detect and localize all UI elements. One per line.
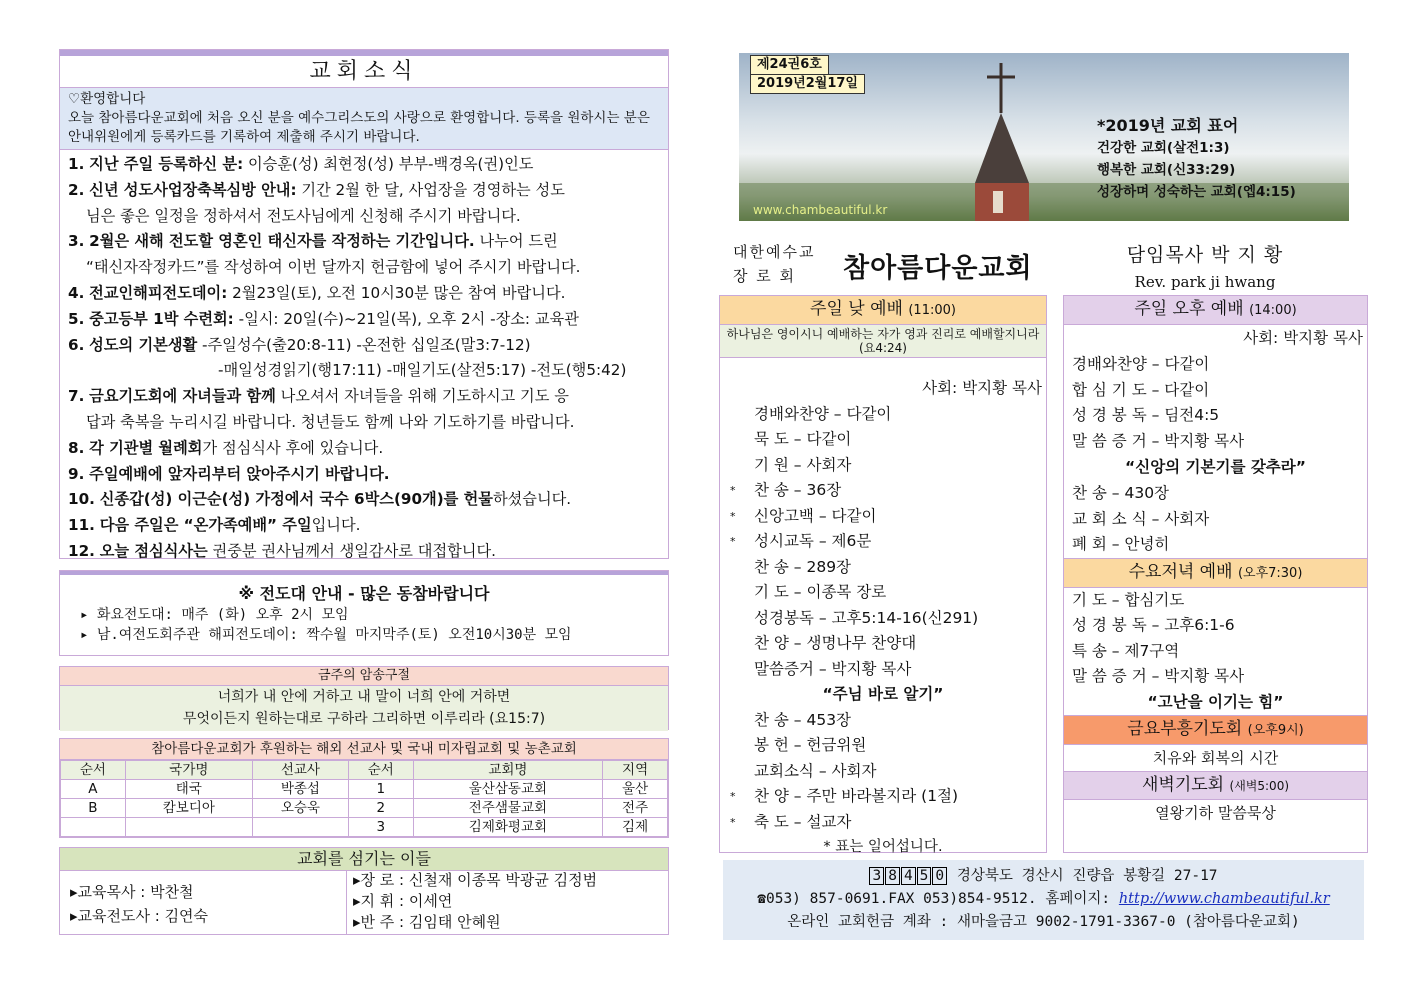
dawn-prayer-text: 열왕기하 말씀묵상 bbox=[1155, 804, 1276, 822]
order-item bbox=[720, 759, 1046, 785]
service-title: 새벽기도회 bbox=[1141, 775, 1225, 795]
news-item-text: 가 점심식사 후에 있습니다. bbox=[202, 438, 384, 457]
memory-verse-body bbox=[60, 686, 668, 731]
friday-prayer-text: 치유와 회복의 시간 bbox=[1152, 749, 1279, 767]
news-item-bold: 전교인해피전도데이: bbox=[89, 283, 228, 302]
zip-digit: 4 bbox=[901, 867, 916, 885]
news-item-number: 8. bbox=[68, 438, 85, 457]
server-item: ▸반 주 : 김임태 안혜원 bbox=[353, 913, 501, 931]
news-item bbox=[68, 384, 660, 410]
order-item-text: 교회소식 – 사회자 bbox=[754, 761, 877, 780]
servers-left bbox=[70, 880, 208, 928]
news-item-number: 12. bbox=[68, 541, 95, 560]
table-cell: 캄보디아 bbox=[125, 799, 252, 818]
order-item-text: 교 회 소 식 – 사회자 bbox=[1072, 509, 1210, 528]
servers-right bbox=[346, 870, 597, 934]
standing-mark: * bbox=[730, 484, 736, 497]
order-item-text: 성경봉독 – 고후5:14-16(신291) bbox=[754, 608, 979, 627]
table-cell bbox=[61, 818, 126, 837]
table-row bbox=[61, 799, 668, 818]
order-item-text: 말 씀 증 거 – 박지황 목사 bbox=[1072, 431, 1245, 450]
order-item bbox=[720, 606, 1046, 632]
news-item-bold: 성도의 기본생활 bbox=[89, 335, 198, 354]
zip-digit: 0 bbox=[932, 867, 947, 885]
website-url[interactable]: www.chambeautiful.kr bbox=[753, 203, 888, 217]
news-item-text: 권중분 권사님께서 생일감사로 대접합니다. bbox=[207, 541, 496, 560]
motto-title: *2019년 교회 표어 bbox=[1097, 116, 1239, 135]
order-item bbox=[1064, 664, 1367, 690]
wednesday-service-bar bbox=[1064, 558, 1367, 588]
order-item-text: 폐 회 – 안녕히 bbox=[1072, 535, 1170, 553]
order-item-text: 성 경 봉 독 – 딤전4:5 bbox=[1072, 406, 1220, 424]
order-item-text: 찬 양 – 주만 바라볼지라 (1절) bbox=[754, 787, 959, 805]
servers-box bbox=[59, 847, 669, 935]
news-item bbox=[68, 178, 660, 204]
table-row bbox=[61, 780, 668, 799]
volume-badge: 제24권6호 bbox=[750, 55, 829, 75]
church-contact-footer bbox=[723, 860, 1364, 940]
news-item-number: 2. bbox=[68, 180, 85, 199]
account-line: 온라인 교회헌금 계좌 : 새마을금고 9002-1791-3367-0 (참아름다운교회) bbox=[787, 914, 1300, 930]
service-time: (새벽5:00) bbox=[1229, 779, 1290, 793]
news-item-continued: 답과 축복을 누리시길 바랍니다. 청년들도 함께 나와 기도하기를 바랍니다. bbox=[86, 412, 575, 431]
order-item bbox=[720, 810, 1046, 836]
order-item-text: 경배와찬양 – 다같이 bbox=[1072, 355, 1210, 373]
news-item-bold: 중고등부 1박 수련회: bbox=[89, 309, 234, 328]
order-item bbox=[720, 504, 1046, 530]
news-item bbox=[68, 462, 660, 488]
service-title-bar bbox=[720, 296, 1046, 325]
news-item-number: 4. bbox=[68, 283, 85, 302]
order-item bbox=[720, 784, 1046, 810]
news-item bbox=[68, 307, 660, 333]
church-name-block bbox=[733, 240, 1053, 290]
order-item-text: 찬 송 – 453장 bbox=[754, 710, 852, 729]
order-item bbox=[720, 478, 1046, 504]
service-time: (14:00) bbox=[1249, 303, 1297, 318]
denomination bbox=[733, 240, 815, 288]
homepage-link[interactable]: http://www.chambeautiful.kr bbox=[1118, 891, 1330, 907]
standing-mark: * bbox=[730, 815, 736, 829]
column-header: 교회명 bbox=[413, 761, 603, 780]
standing-note: * 표는 일어섭니다. bbox=[823, 839, 943, 855]
order-list bbox=[1064, 352, 1367, 454]
table-cell: 박종섭 bbox=[252, 780, 348, 799]
order-item bbox=[720, 733, 1046, 759]
zip-code bbox=[869, 868, 948, 884]
news-item-continued: 님은 좋은 일정을 정하셔서 전도사님에게 신청해 주시기 바랍니다. bbox=[86, 206, 521, 225]
news-item-bold: 다음 주일은 “온가족예배” 주일 bbox=[99, 516, 312, 535]
server-item: ▸교육전도사 : 김연숙 bbox=[70, 907, 209, 925]
service-title: 금요부흥기도회 bbox=[1127, 719, 1243, 739]
news-item-text: 나오셔서 자녀들을 위해 기도하시고 기도 응 bbox=[275, 387, 569, 406]
sermon-title: “주님 바로 알기” bbox=[822, 685, 944, 703]
pastor-block bbox=[1080, 240, 1330, 291]
news-item-bold: 각 기관별 월례회 bbox=[89, 438, 203, 457]
service-title: 주일 낮 예배 bbox=[810, 299, 903, 319]
service-title-bar bbox=[1064, 296, 1367, 325]
standing-mark: * bbox=[730, 509, 736, 523]
table-cell: 전주 bbox=[603, 799, 668, 818]
verse-line: 무엇이든지 원하는대로 구하라 그리하면 이루리라 (요15:7) bbox=[182, 711, 546, 727]
order-item bbox=[720, 631, 1046, 657]
table-cell: 울산 bbox=[603, 780, 668, 799]
news-item bbox=[68, 333, 660, 359]
news-item-text: 기간 2월 한 달, 사업장을 경영하는 성도 bbox=[296, 180, 565, 199]
service-time: (11:00) bbox=[908, 303, 956, 318]
news-item bbox=[68, 281, 660, 307]
service-leader: 사회: 박지황 목사 bbox=[1243, 329, 1363, 347]
news-item-text: -일시: 20일(수)~21일(목), 오후 2시 -장소: 교육관 bbox=[233, 309, 579, 328]
evangelism-title: ※ 전도대 안내 - 많은 동참바랍니다 bbox=[238, 584, 490, 603]
table-header-row bbox=[61, 761, 668, 780]
table-cell: 오승욱 bbox=[252, 799, 348, 818]
news-item-bold: 주일예배에 앞자리부터 앉아주시기 바랍니다. bbox=[89, 464, 390, 483]
dawn-prayer-bar bbox=[1064, 771, 1367, 800]
order-list bbox=[720, 708, 1046, 836]
table-cell: 김제화평교회 bbox=[413, 818, 603, 837]
table-cell: 울산삼동교회 bbox=[413, 780, 603, 799]
sunday-morning-service bbox=[719, 295, 1047, 853]
news-item-bold: 지난 주일 등록하신 분: bbox=[89, 155, 244, 173]
evangelism-line: ▸ 화요전도대: 매주 (화) 오후 2시 모임 bbox=[80, 607, 349, 623]
order-item bbox=[720, 427, 1046, 453]
standing-mark: * bbox=[730, 790, 736, 803]
news-item bbox=[68, 539, 660, 565]
news-item-text: 나누어 드린 bbox=[474, 232, 558, 251]
news-item-text: -주일성수(출20:8-11) -온전한 십일조(말3:7-12) bbox=[197, 335, 531, 354]
memory-verse-title: 금주의 암송구절 bbox=[60, 667, 668, 686]
news-item-bold: 신년 성도사업장축복심방 안내: bbox=[89, 180, 297, 199]
order-list bbox=[1064, 588, 1367, 690]
order-of-service bbox=[1064, 325, 1367, 558]
order-item-text: 찬 송 – 430장 bbox=[1072, 484, 1170, 502]
news-item-number: 10. bbox=[68, 490, 95, 509]
server-item: ▸교육목사 : 박찬철 bbox=[70, 883, 194, 901]
news-item-number: 3. bbox=[68, 232, 85, 251]
news-item-number: 9. bbox=[68, 464, 85, 483]
news-item-continued: -매일성경읽기(행17:11) -매일기도(살전5:17) -전도(행5:42) bbox=[218, 361, 627, 380]
news-item bbox=[68, 229, 660, 255]
memory-verse-box bbox=[59, 666, 669, 730]
servers-title: 교회를 섬기는 이들 bbox=[60, 848, 668, 871]
order-item-text: 묵 도 – 다같이 bbox=[754, 430, 852, 448]
order-item-text: 찬 송 – 36장 bbox=[754, 481, 842, 499]
church-name: 참아름다운교회 bbox=[843, 253, 1033, 284]
table-cell: 2 bbox=[348, 799, 413, 818]
order-item bbox=[1064, 639, 1367, 665]
verse-line: 너희가 내 안에 거하고 내 말이 너희 안에 거하면 bbox=[217, 689, 511, 705]
table-cell: A bbox=[61, 780, 126, 799]
news-item-text: 2월23일(토), 오전 10시30분 많은 참여 바랍니다. bbox=[227, 283, 566, 302]
evangelism-box bbox=[59, 570, 669, 656]
order-item bbox=[720, 402, 1046, 428]
order-item-text: 합 심 기 도 – 다같이 bbox=[1072, 380, 1210, 399]
table-cell: 전주샘물교회 bbox=[413, 799, 603, 818]
news-item-continued: “태신자작정카드”를 작성하여 이번 달까지 헌금함에 넣어 주시기 바랍니다. bbox=[86, 258, 581, 277]
order-item bbox=[720, 580, 1046, 606]
service-leader: 사회: 박지황 목사 bbox=[922, 379, 1042, 397]
order-list bbox=[720, 402, 1046, 683]
denomination-line: 장 로 회 bbox=[733, 267, 797, 285]
order-item-text: 찬 송 – 289장 bbox=[754, 557, 852, 576]
table-body bbox=[61, 780, 668, 837]
pastor-name-korean: 담임목사 박 지 황 bbox=[1126, 244, 1284, 266]
order-item-text: 기 도 – 이종목 장로 bbox=[754, 583, 887, 601]
phone-fax: ☎053) 857-0691.FAX 053)854-9512. 홈페이지: bbox=[757, 891, 1119, 907]
sermon-title: “신앙의 기본기를 갖추라” bbox=[1125, 458, 1306, 476]
pastor-name-english: Rev. park ji hwang bbox=[1134, 273, 1276, 291]
mission-table bbox=[60, 760, 668, 837]
wednesday-order bbox=[1064, 588, 1367, 716]
order-item-text: 성 경 봉 독 – 고후6:1-6 bbox=[1072, 616, 1235, 634]
order-item-text: 경배와찬양 – 다같이 bbox=[754, 404, 892, 423]
order-item bbox=[1064, 507, 1367, 533]
order-item bbox=[720, 657, 1046, 683]
column-header: 국가명 bbox=[125, 761, 252, 780]
news-item-bold: 오늘 점심식사는 bbox=[99, 541, 208, 560]
news-item-text: 입니다. bbox=[311, 516, 361, 535]
order-item-text: 말씀증거 – 박지황 목사 bbox=[754, 659, 912, 678]
order-item-text: 신앙고백 – 다같이 bbox=[754, 506, 877, 525]
order-item-text: 특 송 – 제7구역 bbox=[1072, 641, 1180, 660]
service-time: (오후7:30) bbox=[1237, 565, 1303, 581]
order-item bbox=[1064, 352, 1367, 378]
table-cell bbox=[125, 818, 252, 837]
denomination-line: 대한예수교 bbox=[733, 243, 816, 261]
column-header: 선교사 bbox=[252, 761, 348, 780]
order-item bbox=[1064, 429, 1367, 455]
zip-digit: 5 bbox=[917, 867, 932, 885]
mission-title: 참아름다운교회가 후원하는 해외 선교사 및 국내 미자립교회 및 농촌교회 bbox=[60, 739, 668, 760]
table-cell bbox=[252, 818, 348, 837]
sermon-title: “고난을 이기는 힘” bbox=[1147, 692, 1284, 711]
phone-line bbox=[723, 888, 1364, 911]
order-item bbox=[720, 708, 1046, 734]
table-cell: 1 bbox=[348, 780, 413, 799]
news-item bbox=[68, 436, 660, 462]
server-item: ▸지 휘 : 이세연 bbox=[353, 892, 453, 910]
top-line bbox=[60, 571, 668, 575]
zip-digit: 3 bbox=[869, 867, 884, 885]
news-item-number: 5. bbox=[68, 309, 85, 328]
order-item bbox=[720, 555, 1046, 581]
order-item-text: 말 씀 증 거 – 박지황 목사 bbox=[1072, 667, 1245, 685]
news-item-bold: 2월은 새해 전도할 영혼인 태신자를 작정하는 기간입니다. bbox=[89, 232, 475, 251]
standing-mark: * bbox=[730, 535, 736, 548]
column-header: 지역 bbox=[603, 761, 668, 780]
order-item bbox=[1064, 613, 1367, 639]
order-of-service bbox=[720, 358, 1046, 861]
order-item-text: 찬 양 – 생명나무 찬양대 bbox=[754, 634, 917, 652]
motto-line: 행복한 교회(신33:29) bbox=[1097, 162, 1236, 178]
order-item bbox=[720, 453, 1046, 479]
service-title: 수요저녁 예배 bbox=[1128, 561, 1233, 582]
order-list bbox=[1064, 481, 1367, 558]
sunday-afternoon-service bbox=[1063, 295, 1368, 853]
date-badge: 2019년2월17일 bbox=[750, 74, 865, 94]
mission-support-table bbox=[59, 738, 669, 838]
news-item-bold: 신종갑(성) 이근순(성) 가정에서 국수 6박스(90개)를 헌물 bbox=[99, 490, 493, 509]
church-news-box bbox=[59, 49, 669, 559]
news-item-number: 11. bbox=[68, 516, 95, 535]
motto-line: 성장하며 성숙하는 교회(엡4:15) bbox=[1097, 184, 1296, 200]
welcome-body: 오늘 참아름다운교회에 처음 오신 분을 예수그리스도의 사랑으로 환영합니다. 등록을 원하시는 분은 안내위원에게 등록카드를 기록하여 제출해 주시기 바랍니다. bbox=[68, 110, 650, 145]
news-item-number: 1. bbox=[68, 155, 85, 173]
news-list bbox=[60, 150, 668, 567]
service-title: 주일 오후 예배 bbox=[1134, 299, 1244, 319]
column-header: 순서 bbox=[348, 761, 413, 780]
service-time: (오후9시) bbox=[1247, 723, 1304, 738]
news-item-number: 6. bbox=[68, 335, 85, 354]
address: 경상북도 경산시 진량읍 봉황길 27-17 bbox=[948, 868, 1218, 884]
service-verse: 하나님은 영이시니 예배하는 자가 영과 진리로 예배할지니라(요4:24) bbox=[720, 325, 1046, 358]
motto-line: 건강한 교회(살전1:3) bbox=[1097, 140, 1230, 156]
table-cell: 김제 bbox=[603, 818, 668, 837]
table-cell: 태국 bbox=[125, 780, 252, 799]
table-row bbox=[61, 818, 668, 837]
table-cell: B bbox=[61, 799, 126, 818]
welcome-section bbox=[60, 88, 668, 150]
order-item bbox=[1064, 588, 1367, 614]
church-motto bbox=[1097, 115, 1296, 203]
header-image bbox=[739, 53, 1349, 221]
order-item bbox=[1064, 378, 1367, 404]
friday-prayer-bar bbox=[1064, 715, 1367, 745]
welcome-heading: ♡환영합니다 bbox=[68, 91, 146, 107]
order-item-text: 축 도 – 설교자 bbox=[754, 812, 852, 831]
order-item bbox=[720, 529, 1046, 555]
news-title: 교회소식 bbox=[60, 56, 668, 88]
news-item-number: 7. bbox=[68, 387, 85, 406]
order-item bbox=[1064, 481, 1367, 507]
order-item-text: 봉 헌 – 헌금위원 bbox=[754, 736, 867, 754]
news-item bbox=[68, 152, 660, 178]
news-item-bold: 금요기도회에 자녀들과 함께 bbox=[89, 387, 276, 406]
news-item bbox=[68, 513, 660, 539]
news-item-text: 이승훈(성) 최현정(성) 부부-백경옥(권)인도 bbox=[243, 155, 534, 173]
order-item bbox=[1064, 403, 1367, 429]
order-item bbox=[1064, 532, 1367, 558]
order-item-text: 기 도 – 합심기도 bbox=[1072, 590, 1185, 609]
evangelism-line: ▸ 남.여전도회주관 해피전도데이: 짝수월 마지막주(토) 오전10시30분 모임 bbox=[80, 627, 572, 643]
order-item-text: 기 원 – 사회자 bbox=[754, 455, 852, 474]
column-header: 순서 bbox=[61, 761, 126, 780]
server-item: ▸장 로 : 신철재 이종목 박광균 김정범 bbox=[353, 871, 598, 889]
address-line bbox=[723, 865, 1364, 888]
news-item bbox=[68, 487, 660, 513]
order-item-text: 성시교독 – 제6문 bbox=[754, 532, 872, 550]
table-cell: 3 bbox=[348, 818, 413, 837]
zip-digit: 8 bbox=[885, 867, 900, 885]
news-item-text: 하셨습니다. bbox=[492, 490, 572, 509]
